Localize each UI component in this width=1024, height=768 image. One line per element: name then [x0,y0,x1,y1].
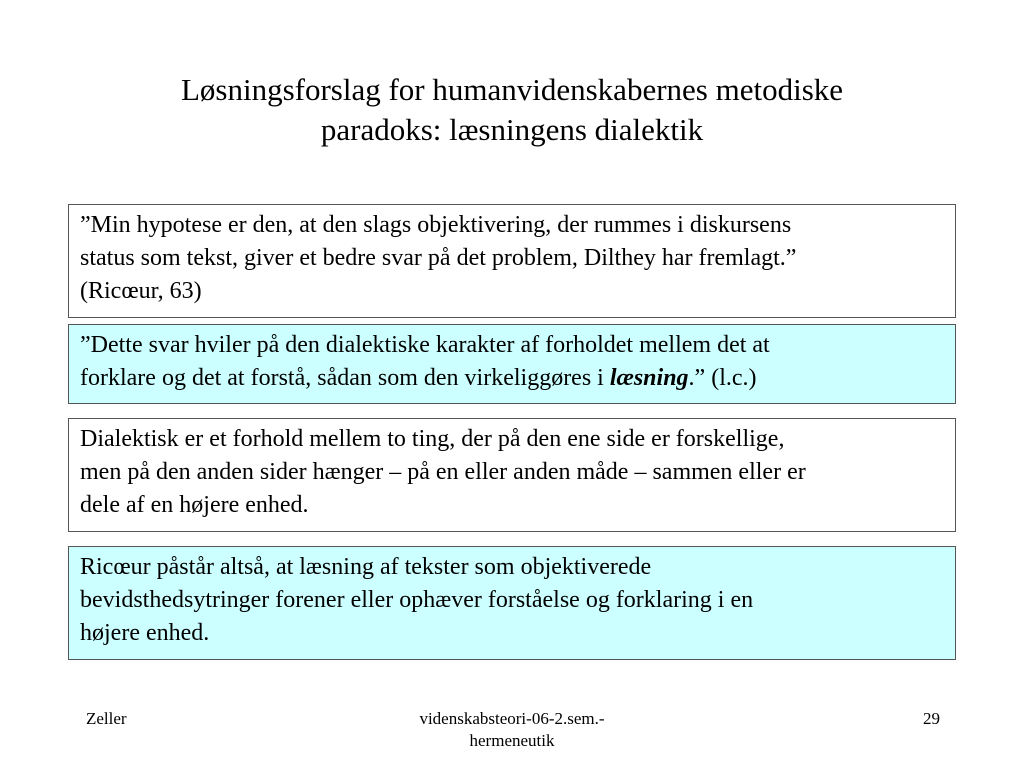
quote-box-dialectic-line-2-end: .” (l.c.) [688,365,757,391]
page-number: 29 [923,709,940,728]
quote-box-hypothesis-line-2: status som tekst, giver et bedre svar på det problem, Dilthey har fremlagt.” [80,245,797,271]
conclusion-box-line-2: bevidsthedsytringer forener eller ophæver forståelse og forklaring i en [80,587,754,613]
definition-box-dialectic [68,418,956,532]
emphasized-word-laesning: læsning [609,365,689,391]
definition-box-line-2: men på den anden sider hænger – på en eller anden måde – sammen eller er [80,459,806,485]
quote-box-dialectic-line-1: ”Dette svar hviler på den dialektiske karakter af forholdet mellem det at [80,332,770,358]
quote-box-dialectic [68,324,956,404]
quote-box-hypothesis [68,204,956,318]
definition-box-line-1: Dialektisk er et forhold mellem to ting, der på den ene side er forskellige, [80,426,785,452]
slide-title [60,70,964,150]
conclusion-box [68,546,956,660]
footer-course [362,708,662,752]
quote-box-dialectic-line-2-start: forklare og det at forstå, sådan som den virkeliggøres i [80,365,610,391]
slide-title-line-2: paradoks: læsningens dialektik [320,112,704,147]
footer-author: Zeller [86,709,127,728]
conclusion-box-line-3: højere enhed. [80,620,210,646]
definition-box-line-3: dele af en højere enhed. [80,492,309,518]
quote-box-dialectic-line-2 [80,362,943,395]
quote-box-hypothesis-line-1: ”Min hypotese er den, at den slags objektivering, der rummes i diskursens [80,212,792,238]
footer-course-line-1: videnskabsteori-06-2.sem.- [419,709,605,728]
footer-course-line-2: hermeneutik [469,731,555,750]
conclusion-box-line-1: Ricœur påstår altså, at læsning af tekster som objektiverede [80,554,652,580]
quote-box-hypothesis-line-3: (Ricœur, 63) [80,278,202,304]
slide-title-line-1: Løsningsforslag for humanvidenskabernes metodiske [180,72,844,107]
